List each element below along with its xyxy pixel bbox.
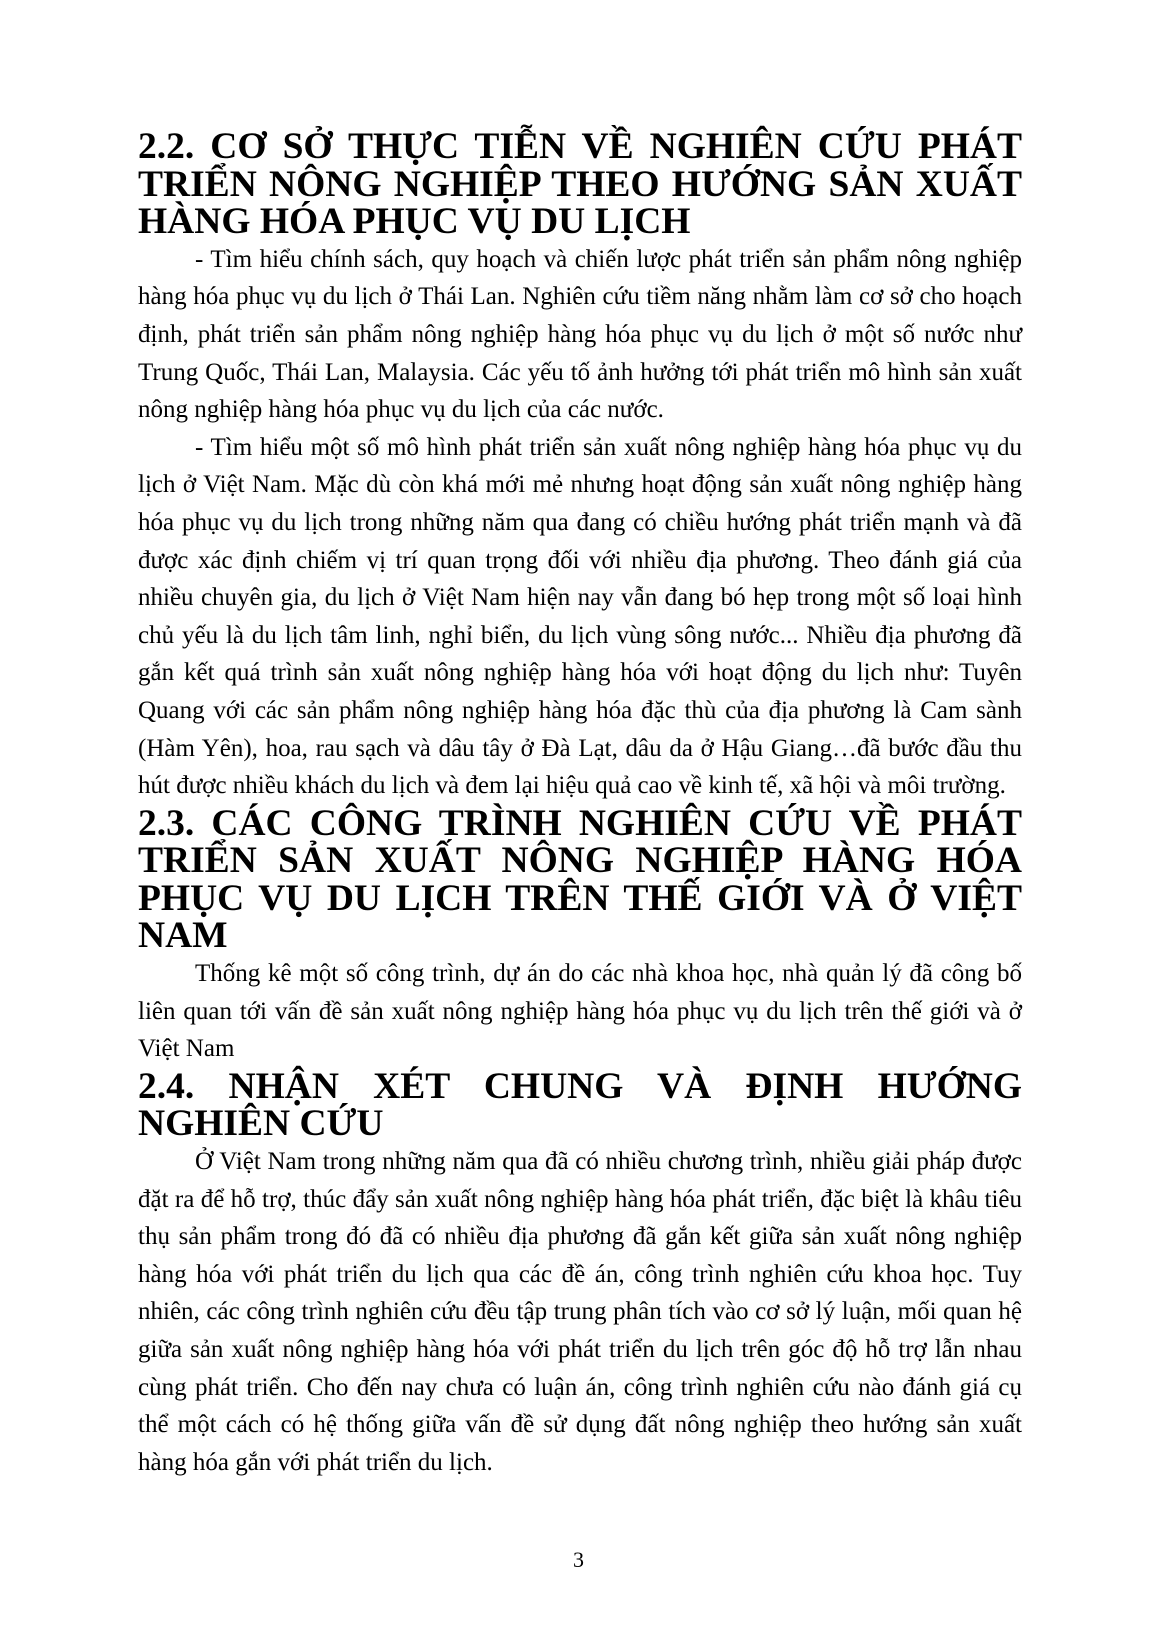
document-body <box>138 128 1022 1481</box>
section-heading-2-2: 2.2. CƠ SỞ THỰC TIỄN VỀ NGHIÊN CỨU PHÁT TRIỂN NÔNG NGHIỆP THEO HƯỚNG SẢN XUẤT HÀNG HÓA PHỤC VỤ DU LỊCH <box>138 126 1022 243</box>
section-2-4-paragraph-1: Ở Việt Nam trong những năm qua đã có nhiều chương trình, nhiều giải pháp được đặt ra để hỗ trợ, thúc đẩy sản xuất nông nghiệp hàng hóa phát triển, đặc biệt là khâu tiêu thụ sản phẩm trong đó đã có nhiều địa phương đã gắn kết giữa sản xuất nông nghiệp hàng hóa với phát triển du lịch qua các đề án, công trình nghiên cứu khoa học. Tuy nhiên, các công trình nghiên cứu đều tập trung phân tích vào cơ sở lý luận, mối quan hệ giữa sản xuất nông nghiệp hàng hóa với phát triển du lịch trên góc độ hỗ trợ lẫn nhau cùng phát triển. Cho đến nay chưa có luận án, công trình nghiên cứu nào đánh giá cụ thể một cách có hệ thống giữa vấn đề sử dụng đất nông nghiệp theo hướng sản xuất hàng hóa gắn với phát triển du lịch. <box>138 1148 1022 1476</box>
section-heading-2-4: 2.4. NHẬN XÉT CHUNG VÀ ĐỊNH HƯỚNG NGHIÊN CỨU <box>138 1065 1022 1145</box>
section-2-3-paragraph-1: Thống kê một số công trình, dự án do các nhà khoa học, nhà quản lý đã công bố liên quan tới vấn đề sản xuất nông nghiệp hàng hóa phục vụ du lịch trên thế giới và ở Việt Nam <box>138 960 1022 1063</box>
page-number: 3 <box>573 1547 584 1572</box>
section-2-2-paragraph-2: - Tìm hiểu một số mô hình phát triển sản xuất nông nghiệp hàng hóa phục vụ du lịch ở Việt Nam. Mặc dù còn khá mới mẻ nhưng hoạt động sản xuất nông nghiệp hàng hóa phục vụ du lịch trong những năm qua đang có chiều hướng phát triển mạnh và đã được xác định chiếm vị trí quan trọng đối với nhiều địa phương. Theo đánh giá của nhiều chuyên gia, du lịch ở Việt Nam hiện nay vẫn đang bó hẹp trong một số loại hình chủ yếu là du lịch tâm linh, nghỉ biển, du lịch vùng sông nước... Nhiều địa phương đã gắn kết quá trình sản xuất nông nghiệp hàng hóa với hoạt động du lịch như: Tuyên Quang với các sản phẩm nông nghiệp hàng hóa đặc thù của địa phương là Cam sành (Hàm Yên), hoa, rau sạch và dâu tây ở Đà Lạt, dâu da ở Hậu Giang…đã bước đầu thu hút được nhiều khách du lịch và đem lại hiệu quả cao về kinh tế, xã hội và môi trường. <box>138 433 1022 800</box>
section-2-2-paragraph-1: - Tìm hiểu chính sách, quy hoạch và chiến lược phát triển sản phẩm nông nghiệp hàng hóa phục vụ du lịch ở Thái Lan. Nghiên cứu tiềm năng nhằm làm cơ sở cho hoạch định, phát triển sản phẩm nông nghiệp hàng hóa phục vụ du lịch ở một số nước như Trung Quốc, Thái Lan, Malaysia. Các yếu tố ảnh hưởng tới phát triển mô hình sản xuất nông nghiệp hàng hóa phục vụ du lịch của các nước. <box>138 245 1022 424</box>
section-heading-2-3: 2.3. CÁC CÔNG TRÌNH NGHIÊN CỨU VỀ PHÁT TRIỂN SẢN XUẤT NÔNG NGHIỆP HÀNG HÓA PHỤC VỤ DU LỊCH TRÊN THẾ GIỚI VÀ Ở VIỆT NAM <box>138 802 1022 957</box>
